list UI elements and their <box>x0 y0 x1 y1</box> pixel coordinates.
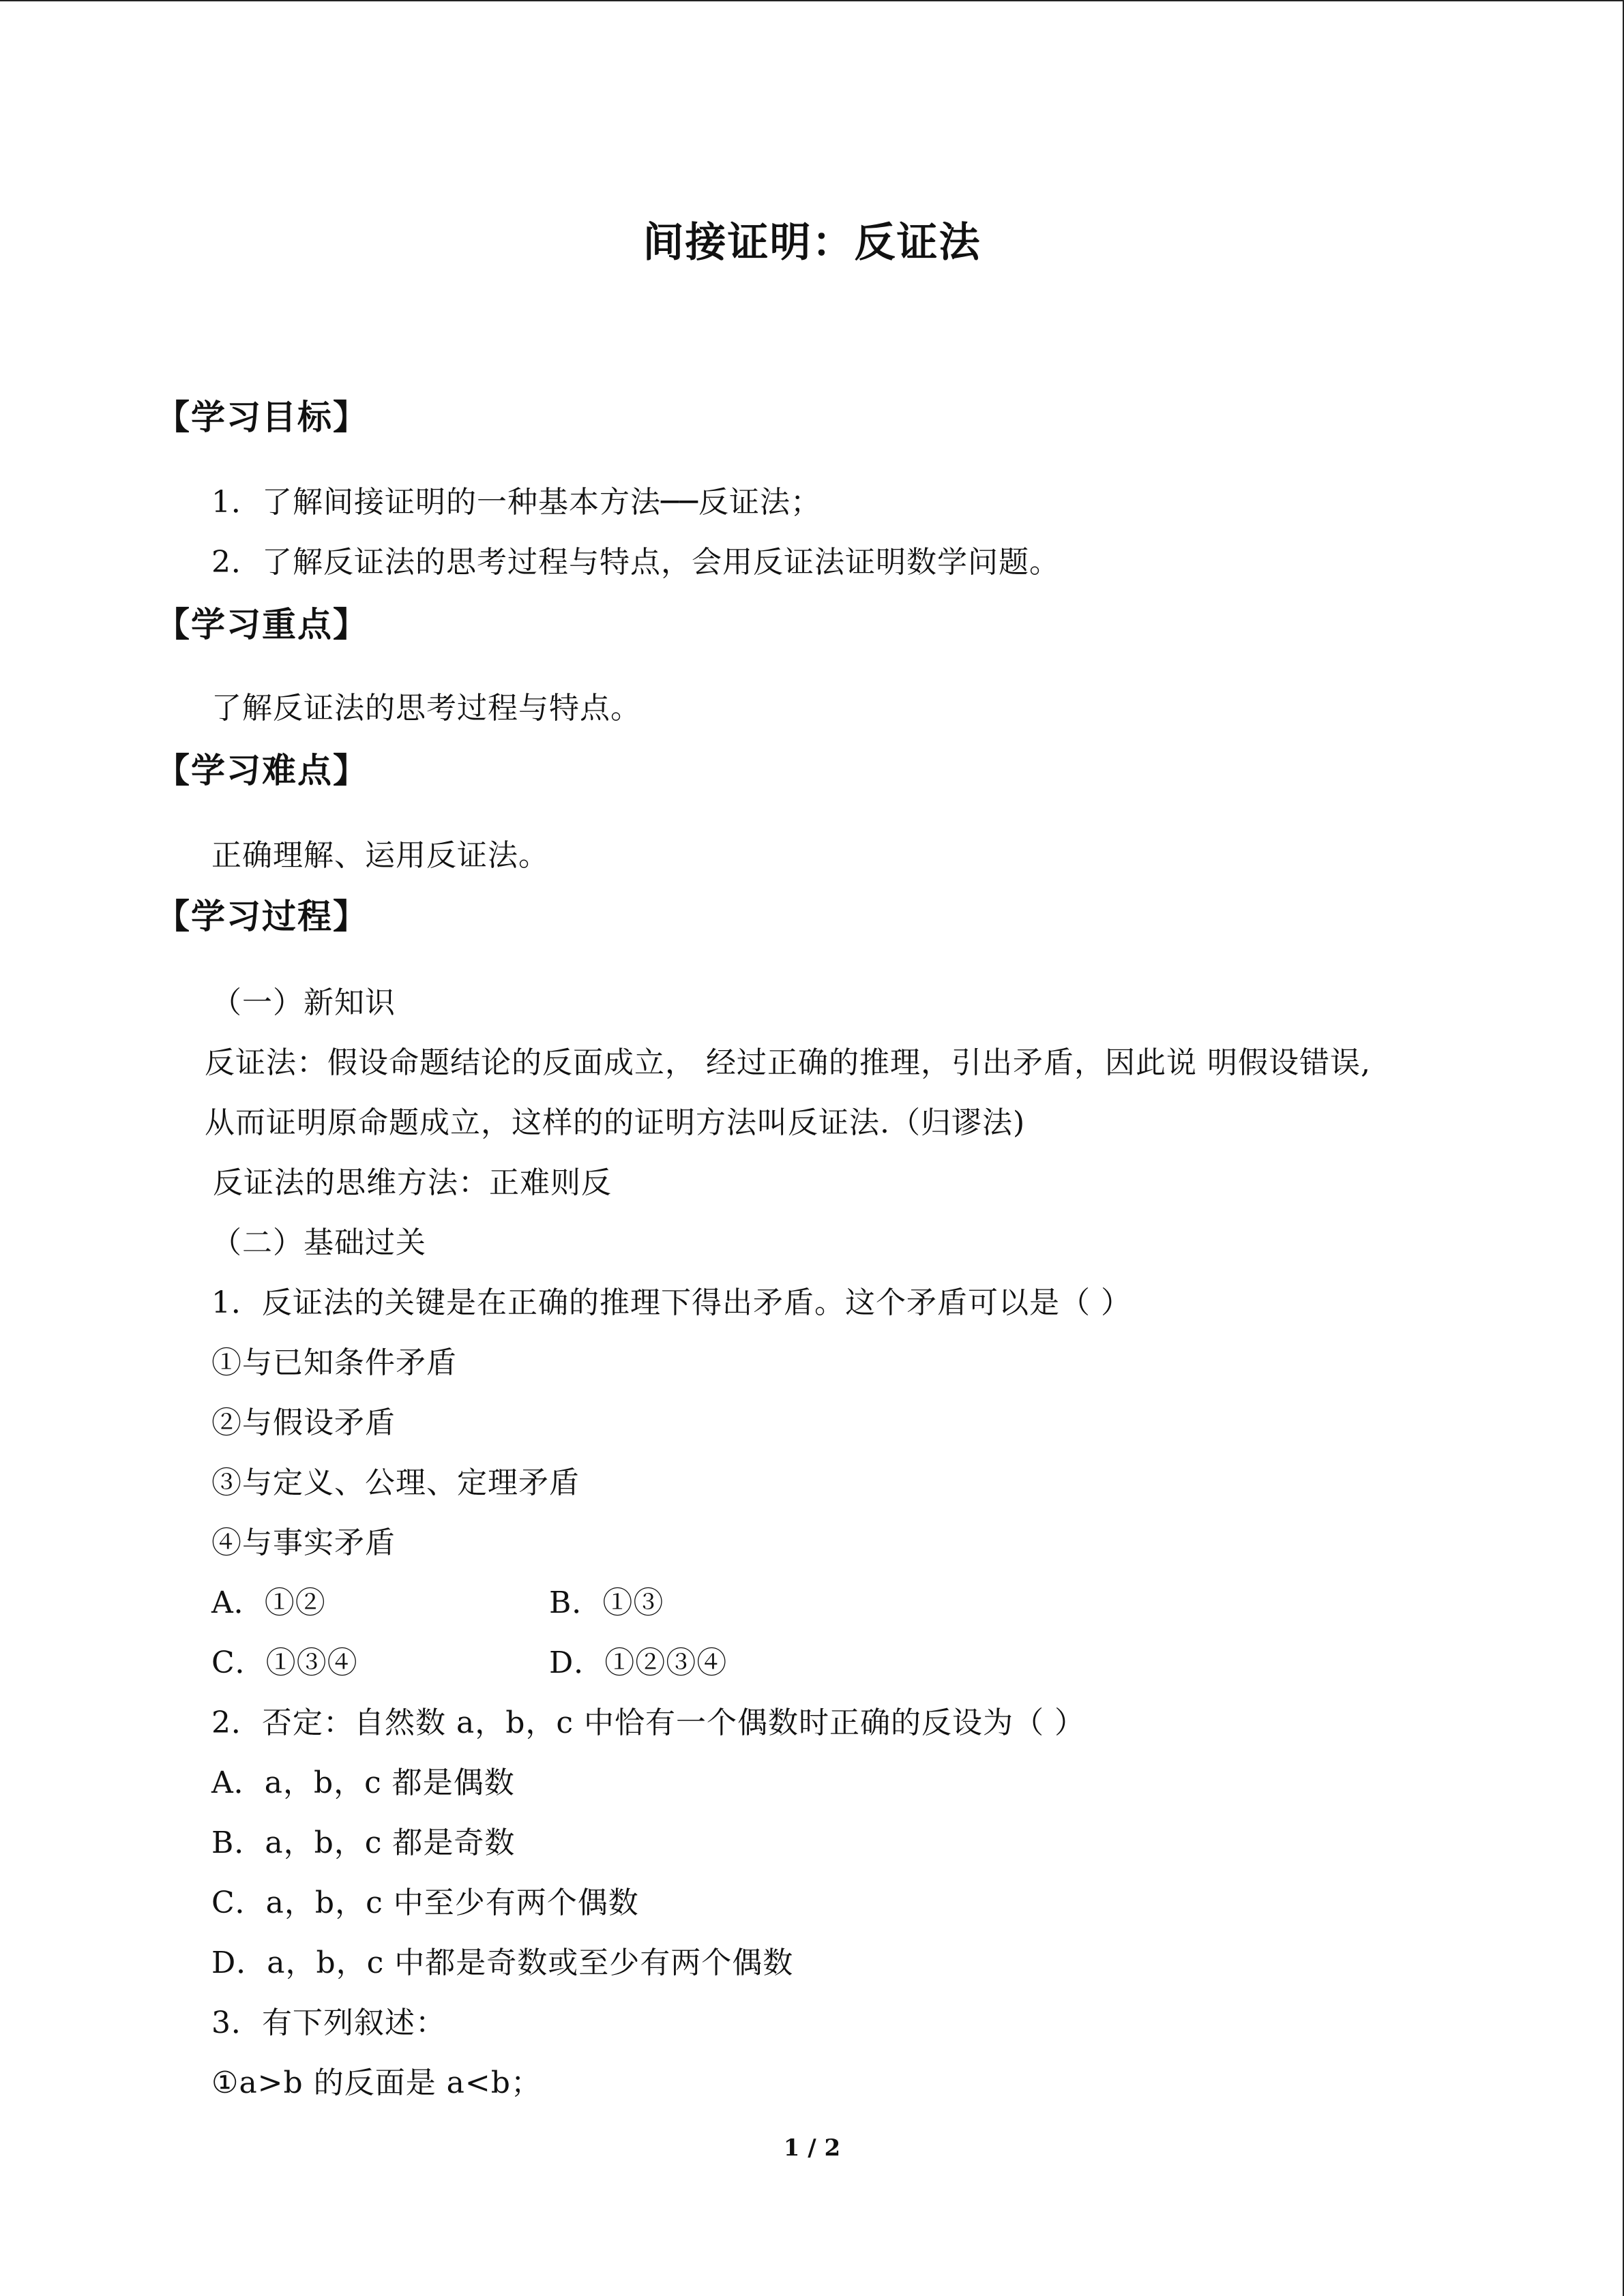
page-number: 1 / 2 <box>783 2134 841 2162</box>
q1-option-b: B．①③ <box>549 1585 664 1620</box>
definition-line: 反证法：假设命题结论的反面成立， 经过正确的推理，引出矛盾，因此说 明假设错误, <box>205 1045 1371 1080</box>
q1-item: ②与假设矛盾 <box>211 1405 396 1440</box>
question-2: 2．否定：自然数 a，b，c 中恰有一个偶数时正确的反设为（ ） <box>211 1705 1085 1740</box>
q2-option: A．a，b，c 都是偶数 <box>211 1765 515 1800</box>
question-3: 3．有下列叙述： <box>211 2006 446 2040</box>
focus-heading: 【学习重点】 <box>156 605 368 644</box>
q1-option-c: C．①③④ <box>211 1645 358 1680</box>
q1-option-a: A．①② <box>211 1585 326 1620</box>
difficulty-text: 正确理解、运用反证法。 <box>211 838 549 873</box>
q2-option: D．a，b，c 中都是奇数或至少有两个偶数 <box>211 1945 794 1980</box>
q1-option-d: D．①②③④ <box>549 1645 728 1680</box>
goals-heading: 【学习目标】 <box>156 398 368 437</box>
q1-item: ④与事实矛盾 <box>211 1525 396 1560</box>
q3-item: ①a>b 的反面是 a<b； <box>211 2066 542 2100</box>
q1-item: ③与定义、公理、定理矛盾 <box>211 1465 580 1500</box>
focus-text: 了解反证法的思考过程与特点。 <box>211 691 641 726</box>
part2-title: （二）基础过关 <box>211 1225 426 1260</box>
process-heading: 【学习过程】 <box>156 897 368 936</box>
page-top-border <box>0 0 1623 1</box>
question-1: 1．反证法的关键是在正确的推理下得出矛盾。这个矛盾可以是（ ） <box>211 1285 1132 1320</box>
q2-option: C．a，b，c 中至少有两个偶数 <box>211 1885 639 1920</box>
thinking-method: 反证法的思维方法：正难则反 <box>213 1165 612 1200</box>
q1-item: ①与已知条件矛盾 <box>211 1345 457 1380</box>
goal-item: 2．了解反证法的思考过程与特点，会用反证法证明数学问题。 <box>211 545 1060 580</box>
goal-item: 1．了解间接证明的一种基本方法──反证法； <box>211 485 821 520</box>
part1-title: （一）新知识 <box>211 985 396 1020</box>
definition-line: 从而证明原命题成立，这样的的证明方法叫反证法.（归谬法) <box>205 1105 1026 1140</box>
page-title: 间接证明：反证法 <box>643 219 981 267</box>
difficulty-heading: 【学习难点】 <box>156 751 368 790</box>
q2-option: B．a，b，c 都是奇数 <box>211 1825 516 1860</box>
